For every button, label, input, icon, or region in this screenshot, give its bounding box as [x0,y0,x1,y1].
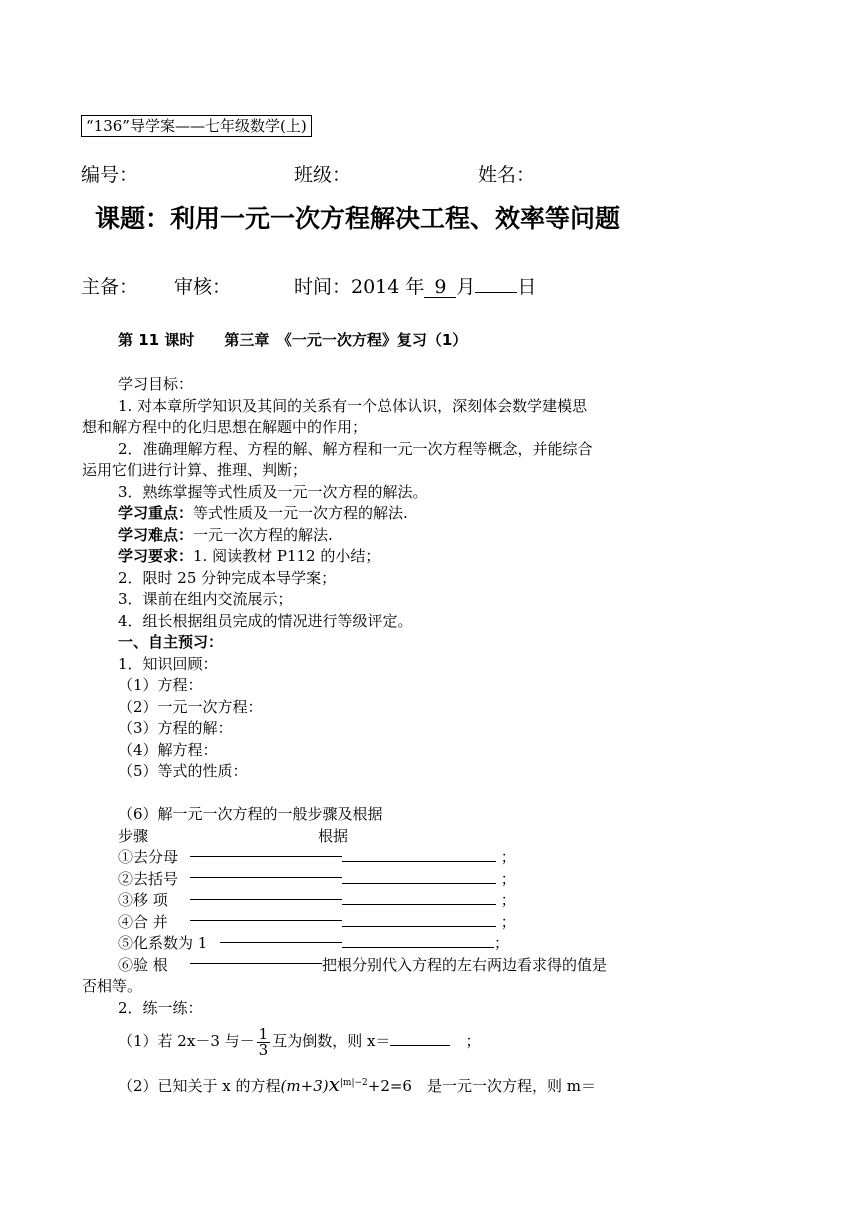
objectives-heading: 学习目标： [118,375,194,393]
step-4-end: ； [500,912,516,931]
step-1-end: ； [500,848,516,866]
step-4-blank[interactable] [342,912,496,927]
q1-fraction-numerator: 1 [258,1024,269,1043]
step-6-label: ⑥验 根 [118,955,168,974]
q2-exponent: |m|−2 [339,1078,368,1088]
day-unit: 日 [517,276,537,298]
q2-coefficient: (m+3) [280,1077,329,1095]
requirement-1: 1. 阅读教材 P112 的小结； [193,547,381,565]
review-item-2: （2）一元一次方程： [118,697,263,716]
name-label: 姓名： [478,164,536,186]
key-point-label: 学习重点： [118,504,194,522]
month-unit: 月 [456,276,476,298]
steps-column-label: 步骤 [118,826,149,845]
page-title: 课题：利用一元一次方程解决工程、效率等问题 [95,204,621,233]
step-row-3 [82,890,672,912]
step-5-blank[interactable] [342,933,494,948]
step-1-label: ①去分母 [118,848,179,866]
time-label: 时间：2014 年 [294,276,425,298]
q2-rest: +2=6 [367,1077,412,1095]
step-5-end: ； [494,934,510,952]
step-3-end: ； [500,891,516,909]
q1-fraction [257,1024,271,1059]
review-item-3: （3）方程的解： [118,719,233,737]
practice-question-2 [82,1063,672,1103]
key-point-text: 等式性质及一元一次方程的解法. [193,504,408,522]
step-row-6 [82,955,672,977]
review-heading: 1．知识回顾： [118,654,218,673]
practice-heading: 2．练一练： [118,998,203,1017]
objective-3: 3．熟练掌握等式性质及一元一次方程的解法。 [118,482,428,501]
series-label: “136”导学案——七年级数学(上) [86,117,307,135]
step-6-text: 把根分别代入方程的左右两边看求得的值是 [322,955,608,974]
step-5-label: ⑤化系数为 1 [118,934,208,952]
time-field [294,272,536,299]
step-3-blank[interactable] [342,890,496,905]
step-row-2 [82,869,672,891]
difficulty [82,525,672,547]
q1-end: ； [465,1032,481,1050]
number-label: 编号： [81,164,139,186]
difficulty-text: 一元一次方程的解法. [193,525,333,544]
requirements-label: 学习要求： [118,547,194,565]
step-3-label: ③移 项 [118,891,168,909]
day-value [475,292,517,293]
section-1-heading: 一、自主预习： [118,633,224,651]
steps-header [82,826,672,848]
requirement-3: 3．课前在组内交流展示； [118,590,293,608]
requirement-4: 4．组长根据组员完成的情况进行等级评定。 [118,611,413,630]
q2-suffix: 是一元一次方程，则 m＝ [427,1077,596,1095]
lesson-heading: 第 11 课时 第三章 《一元一次方程》复习（1） [118,331,468,349]
q1-prefix: （1）若 2x－3 与－ [118,1032,255,1050]
review-item-6: （6）解一元一次方程的一般步骤及根据 [118,805,383,823]
practice-question-1 [82,1019,672,1063]
class-label: 班级： [294,164,352,186]
prepared-by-label: 主备： [81,276,139,298]
q2-prefix: （2）已知关于 x 的方程 [118,1077,281,1095]
month-value: 9 [424,277,456,298]
review-item-1: （1）方程： [118,676,203,694]
step-6-continued: 否相等。 [82,977,143,995]
review-item-5: （5）等式的性质： [118,762,248,780]
series-header-box [81,115,312,137]
step-2-label: ②去括号 [118,869,179,888]
step-row-4 [82,912,672,934]
review-label: 审核： [174,276,232,298]
step-2-end: ； [500,869,516,888]
step-row-1 [82,847,672,869]
objective-2-line-2: 运用它们进行计算、推理、判断； [82,461,308,479]
objective-1-line-1: 1. 对本章所学知识及其间的关系有一个总体认识，深刻体会数学建模思 [118,396,588,415]
key-point [82,503,672,525]
document-body [82,374,672,1103]
q1-suffix: 互为倒数，则 x＝ [272,1032,391,1050]
difficulty-label: 学习难点： [118,525,194,544]
objective-1-line-2: 想和解方程中的化归思想在解题中的作用； [82,418,368,436]
q1-answer-blank[interactable] [390,1031,450,1046]
q2-variable: x [328,1072,340,1096]
review-item-4: （4）解方程： [118,740,218,759]
requirements [82,546,672,568]
q1-fraction-denominator: 3 [258,1040,269,1059]
requirement-2: 2．限时 25 分钟完成本导学案； [118,568,337,587]
step-1-blank[interactable] [342,847,496,862]
objective-2-line-1: 2．准确理解方程、方程的解、解方程和一元一次方程等概念，并能综合 [118,439,593,458]
basis-column-label: 根据 [318,826,349,845]
step-4-label: ④合 并 [118,912,168,931]
step-row-5 [82,933,672,955]
step-2-blank[interactable] [342,869,496,884]
